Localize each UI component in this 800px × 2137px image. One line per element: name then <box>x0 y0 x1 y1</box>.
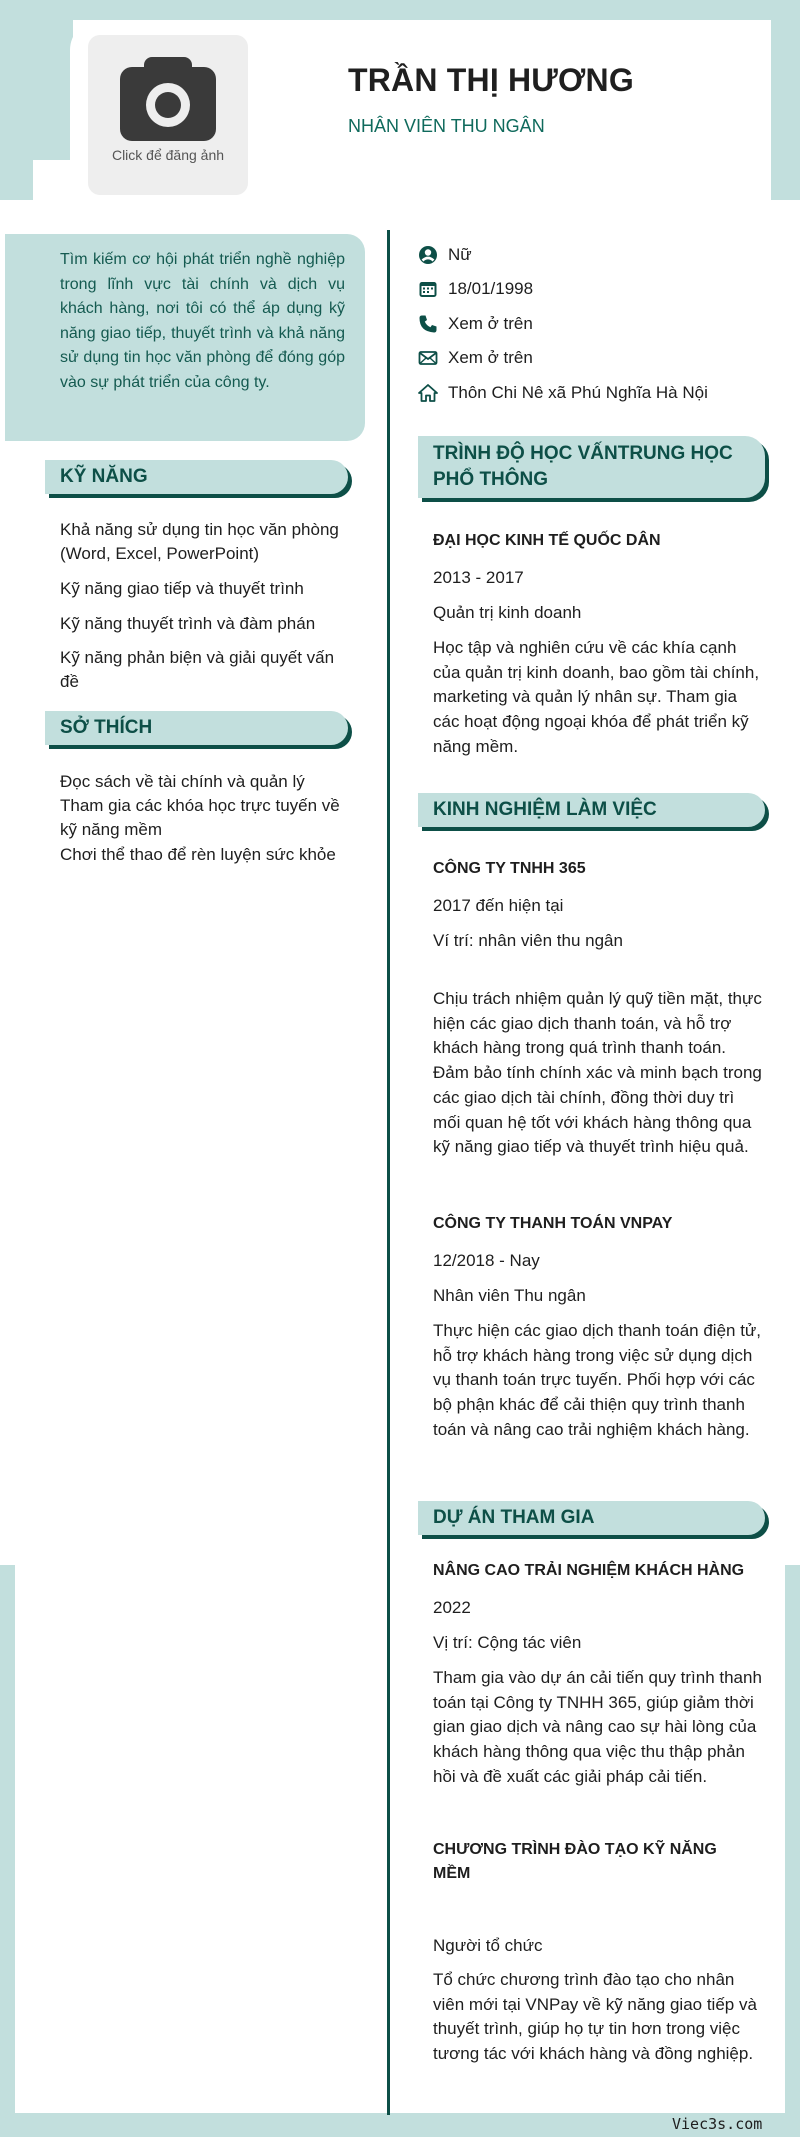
header-corner <box>33 20 73 160</box>
skill-item: Khả năng sử dụng tin học văn phòng (Word, Excel, PowerPoint) <box>60 520 339 563</box>
contact-address <box>418 381 708 405</box>
frame-left-bottom <box>0 1565 15 2137</box>
experience-description: Thực hiện các giao dịch thanh toán điện tử, hỗ trợ khách hàng trong việc sử dụng dịch vụ thanh toán trực tuyến. Phối hợp với các bộ phận khác để cải thiện quy trình thanh toán và nâng cao trải nghiệm khách hàng. <box>433 1321 762 1439</box>
candidate-name: TRẦN THỊ HƯƠNG <box>348 62 634 98</box>
project-period: 2022 <box>433 1598 471 1617</box>
education-school: ĐẠI HỌC KINH TẾ QUỐC DÂN <box>433 532 661 549</box>
project-description: Tham gia vào dự án cải tiến quy trình thanh toán tại Công ty TNHH 365, giúp giảm thời gian giao dịch và nâng cao sự hài lòng của khách hàng thông qua việc thu thập phản hồi và đề xuất các giải pháp cải tiến. <box>433 1668 762 1786</box>
column-divider <box>387 230 390 2115</box>
project-name: NÂNG CAO TRẢI NGHIỆM KHÁCH HÀNG <box>433 1562 745 1579</box>
user-icon <box>418 245 438 265</box>
projects-heading: DỰ ÁN THAM GIA <box>418 1501 765 1535</box>
education-major: Quản trị kinh doanh <box>433 603 582 622</box>
phone-value: Xem ở trên <box>448 314 533 333</box>
contact-gender <box>418 243 472 267</box>
frame-right-top <box>771 0 800 200</box>
contact-birthday <box>418 277 533 301</box>
avatar-upload[interactable] <box>88 35 248 195</box>
skill-item: Kỹ năng phản biện và giải quyết vấn đề <box>60 648 335 691</box>
home-icon <box>418 383 438 403</box>
phone-icon <box>418 314 438 334</box>
contact-phone <box>418 312 533 336</box>
frame-right-bottom <box>785 1565 800 2137</box>
experience-period: 12/2018 - Nay <box>433 1251 540 1270</box>
frame-top <box>0 0 800 20</box>
photo-upload-label: Click để đăng ảnh <box>111 147 225 163</box>
gender-value: Nữ <box>448 245 472 264</box>
hobby-item: Đọc sách về tài chính và quản lý <box>60 772 305 791</box>
experience-position: Nhân viên Thu ngân <box>433 1286 586 1305</box>
project-description: Tổ chức chương trình đào tạo cho nhân viên mới tại VNPay về kỹ năng giao tiếp và thuyết trình, giúp họ tự tin hơn trong việc tương tác với khách hàng và đồng nghiệp. <box>433 1970 757 2064</box>
experience-position: Ví trí: nhân viên thu ngân <box>433 931 623 950</box>
birthday-value: 18/01/1998 <box>448 279 534 298</box>
skills-heading: KỸ NĂNG <box>45 460 348 494</box>
skill-item: Kỹ năng giao tiếp và thuyết trình <box>60 579 304 598</box>
hobby-item: Chơi thể thao để rèn luyện sức khỏe <box>60 845 336 864</box>
project-role: Vị trí: Cộng tác viên <box>433 1633 582 1652</box>
candidate-job-title: NHÂN VIÊN THU NGÂN <box>348 116 545 136</box>
experience-company: CÔNG TY THANH TOÁN VNPAY <box>433 1215 673 1232</box>
experience-heading: KINH NGHIỆM LÀM VIỆC <box>418 793 765 827</box>
envelope-icon <box>418 348 438 368</box>
education-heading: TRÌNH ĐỘ HỌC VẤNTRUNG HỌC PHỔ THÔNG <box>418 436 765 498</box>
experience-description: Chịu trách nhiệm quản lý quỹ tiền mặt, thực hiện các giao dịch thanh toán, và hỗ trợ khách hàng trong quá trình thanh toán. Đảm bảo tính chính xác và minh bạch trong các giao dịch tài chính, đồng thời duy trì mối quan hệ tốt với khách hàng thông qua kỹ năng giao tiếp và thuyết trình hiệu quả. <box>433 989 762 1157</box>
experience-period: 2017 đến hiện tại <box>433 896 564 915</box>
watermark: Viec3s.com <box>672 2115 763 2133</box>
contact-email <box>418 346 533 370</box>
email-value: Xem ở trên <box>448 348 533 367</box>
photo-card-notch <box>33 160 73 200</box>
project-role: Người tổ chức <box>433 1936 543 1955</box>
career-objective: Tìm kiếm cơ hội phát triển nghề nghiệp trong lĩnh vực tài chính và dịch vụ khách hàng, nơi tôi có thể áp dụng kỹ năng giao tiếp, thuyết trình và khả năng sử dụng tin học văn phòng để đóng góp vào sự phát triển của công ty. <box>5 234 365 441</box>
camera-icon-lens-inner <box>155 92 181 118</box>
education-period: 2013 - 2017 <box>433 568 524 587</box>
experience-company: CÔNG TY TNHH 365 <box>433 860 586 877</box>
frame-left-top <box>0 0 33 200</box>
hobby-item: Tham gia các khóa học trực tuyến về kỹ năng mềm <box>60 796 340 839</box>
hobbies-heading: SỞ THÍCH <box>45 711 348 745</box>
skill-item: Kỹ năng thuyết trình và đàm phán <box>60 614 316 633</box>
address-value: Thôn Chi Nê xã Phú Nghĩa Hà Nội <box>448 383 708 402</box>
calendar-icon <box>418 279 438 299</box>
education-description: Học tập và nghiên cứu về các khía cạnh của quản trị kinh doanh, bao gồm tài chính, marketing và quản lý nhân sự. Tham gia các hoạt động ngoại khóa để phát triển kỹ năng mềm. <box>433 638 760 756</box>
project-name: CHƯƠNG TRÌNH ĐÀO TẠO KỸ NĂNG MỀM <box>433 1841 717 1882</box>
